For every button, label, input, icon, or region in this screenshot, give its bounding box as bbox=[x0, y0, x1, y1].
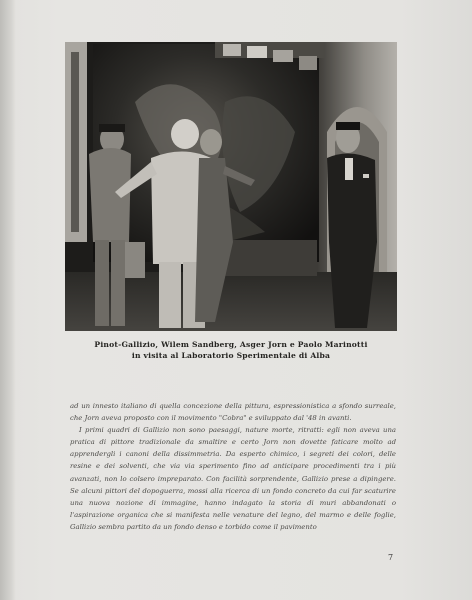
photo-illustration bbox=[65, 42, 397, 331]
book-spine-shadow bbox=[0, 0, 16, 600]
paragraph-2: I primi quadri di Gallizio non sono paesaggi, nature morte, ritratti: egli non aveva una pratica di pittore tradizionale da smaltire e certo Jorn non dovette faticare molto ad apprendergli i canoni della dissimmetria. Da esperto chimico, i segreti dei colori, delle resine e dei solventi, che via via sperimento fino ad anticipare procedimenti tra i più avanzati, non lo colsero impreparato. Con facilità sorprendente, Gallizio prese a dipingere. Se alcuni pittori del dopoguerra, mossi alla ricerca di un fondo concreto da cui far scaturire una nuova nozione di immagine, hanno indagato la storia di muri abbandonati o l'aspirazione organica che si manifesta nelle venature del legno, del marmo e delle foglie, Gallizio sembra partito da un fondo denso e torbido come il pavimento bbox=[70, 426, 396, 531]
page-number: 7 bbox=[388, 553, 394, 562]
caption-line-2: in visita al Laboratorio Sperimentale di Alba bbox=[131, 351, 331, 360]
paragraph-1: ad un innesto italiano di quella concezione della pittura, espressionistica a sfondo surreale, che Jorn aveva proposto con il movimento "Cobra" e sviluppato dal '48 in avanti. bbox=[70, 402, 396, 423]
photograph bbox=[65, 42, 397, 331]
caption-line-1: Pinot-Gallizio, Wilem Sandberg, Asger Jorn e Paolo Marinotti bbox=[94, 340, 368, 349]
photo-caption bbox=[65, 339, 397, 361]
body-text bbox=[70, 400, 396, 533]
